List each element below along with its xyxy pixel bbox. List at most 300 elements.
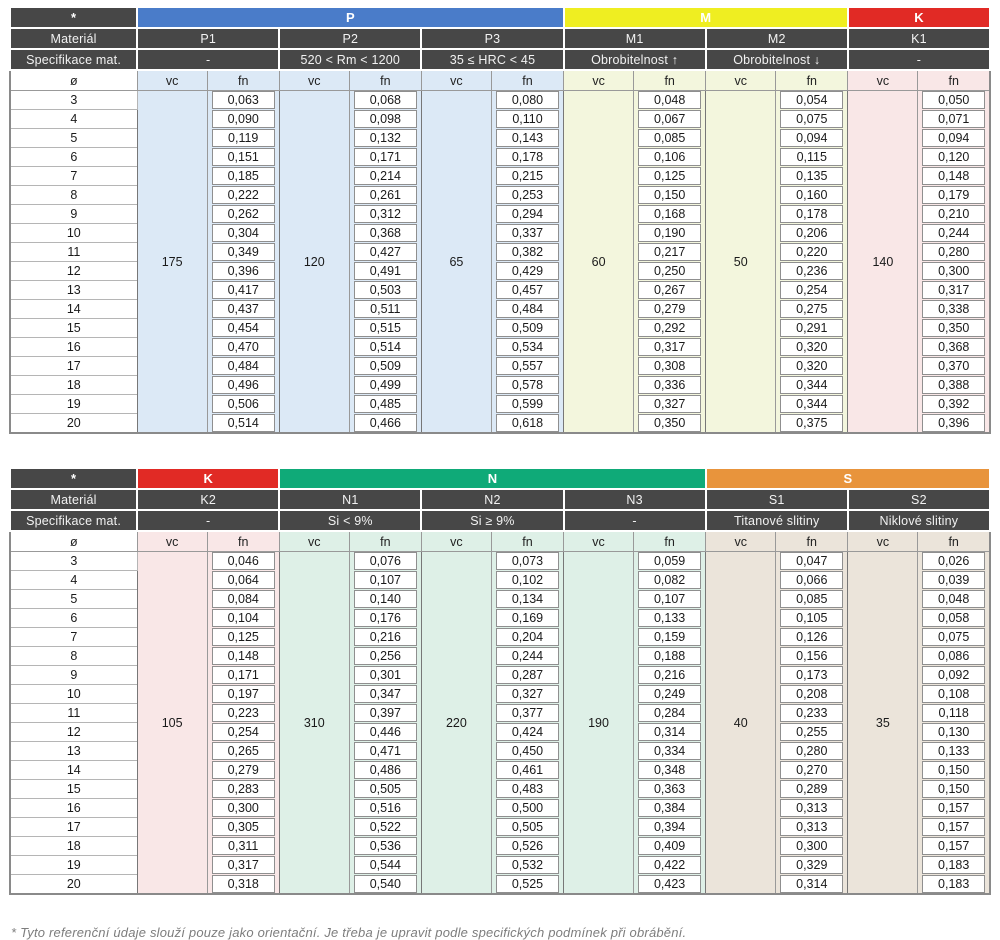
- diameter-cell: 4: [10, 110, 137, 129]
- fn-cell-N2: [491, 704, 563, 723]
- vc-cell-N3: 190: [564, 552, 634, 895]
- fn-cell-N2: [491, 856, 563, 875]
- fn-value: 0,417: [212, 281, 275, 299]
- fn-cell-P3: [491, 186, 563, 205]
- fn-cell-N2: [491, 780, 563, 799]
- fn-value: 0,132: [354, 129, 417, 147]
- fn-cell-N3: [634, 628, 706, 647]
- fn-cell-S1: [776, 837, 848, 856]
- fn-value: 0,397: [354, 704, 417, 722]
- fn-cell-S2: [918, 552, 990, 571]
- fn-cell-S2: [918, 666, 990, 685]
- fn-cell-N3: [634, 552, 706, 571]
- fn-cell-S1: [776, 818, 848, 837]
- fn-cell-K2: [207, 875, 279, 895]
- diameter-cell: 15: [10, 319, 137, 338]
- fn-value: 0,250: [638, 262, 701, 280]
- fn-cell-P2: [349, 110, 421, 129]
- vc-cell-N1: 310: [279, 552, 349, 895]
- fn-cell-S2: [918, 856, 990, 875]
- fn-value: 0,292: [638, 319, 701, 337]
- fn-cell-M1: [634, 395, 706, 414]
- vc-header-N3: vc: [564, 531, 634, 552]
- fn-value: 0,148: [922, 167, 985, 185]
- fn-value: 0,500: [496, 799, 559, 817]
- fn-cell-P3: [491, 414, 563, 434]
- fn-value: 0,210: [922, 205, 985, 223]
- vc-cell-S1: 40: [706, 552, 776, 895]
- fn-value: 0,363: [638, 780, 701, 798]
- fn-value: 0,106: [638, 148, 701, 166]
- fn-value: 0,427: [354, 243, 417, 261]
- group-header-K: K: [848, 7, 990, 28]
- fn-value: 0,120: [922, 148, 985, 166]
- fn-value: 0,204: [496, 628, 559, 646]
- fn-cell-K2: [207, 590, 279, 609]
- vc-header-S2: vc: [848, 531, 918, 552]
- fn-cell-P3: [491, 243, 563, 262]
- fn-cell-S2: [918, 723, 990, 742]
- fn-value: 0,317: [638, 338, 701, 356]
- fn-cell-N1: [349, 875, 421, 895]
- diameter-cell: 13: [10, 281, 137, 300]
- spec-P1: -: [137, 49, 279, 70]
- fn-cell-N2: [491, 723, 563, 742]
- fn-cell-N1: [349, 742, 421, 761]
- fn-cell-P3: [491, 205, 563, 224]
- fn-cell-S2: [918, 704, 990, 723]
- fn-cell-N2: [491, 818, 563, 837]
- fn-value: 0,126: [780, 628, 843, 646]
- fn-value: 0,505: [354, 780, 417, 798]
- fn-value: 0,536: [354, 837, 417, 855]
- fn-value: 0,578: [496, 376, 559, 394]
- fn-value: 0,287: [496, 666, 559, 684]
- group-header-M: M: [564, 7, 848, 28]
- fn-value: 0,214: [354, 167, 417, 185]
- fn-cell-S2: [918, 628, 990, 647]
- fn-value: 0,159: [638, 628, 701, 646]
- fn-value: 0,216: [354, 628, 417, 646]
- fn-cell-K1: [918, 186, 990, 205]
- spec-S2: Niklové slitiny: [848, 510, 990, 531]
- fn-cell-P1: [207, 262, 279, 281]
- fn-cell-K2: [207, 742, 279, 761]
- group-header-K: K: [137, 468, 279, 489]
- fn-cell-P1: [207, 357, 279, 376]
- fn-value: 0,396: [212, 262, 275, 280]
- fn-value: 0,236: [780, 262, 843, 280]
- fn-value: 0,457: [496, 281, 559, 299]
- fn-cell-K1: [918, 281, 990, 300]
- fn-cell-N2: [491, 742, 563, 761]
- fn-cell-M1: [634, 281, 706, 300]
- fn-value: 0,384: [638, 799, 701, 817]
- fn-value: 0,075: [922, 628, 985, 646]
- vc-header-K1: vc: [848, 70, 918, 91]
- fn-cell-K2: [207, 723, 279, 742]
- fn-value: 0,253: [496, 186, 559, 204]
- fn-value: 0,300: [922, 262, 985, 280]
- fn-cell-S1: [776, 799, 848, 818]
- material-header-S1: S1: [706, 489, 848, 510]
- fn-cell-N2: [491, 628, 563, 647]
- fn-value: 0,466: [354, 414, 417, 432]
- fn-cell-M2: [776, 167, 848, 186]
- fn-value: 0,484: [212, 357, 275, 375]
- fn-cell-K2: [207, 837, 279, 856]
- fn-value: 0,503: [354, 281, 417, 299]
- fn-cell-N3: [634, 685, 706, 704]
- fn-cell-P1: [207, 376, 279, 395]
- fn-header-N1: fn: [349, 531, 421, 552]
- fn-value: 0,059: [638, 552, 701, 570]
- fn-value: 0,394: [638, 818, 701, 836]
- fn-value: 0,461: [496, 761, 559, 779]
- fn-cell-K1: [918, 338, 990, 357]
- fn-value: 0,047: [780, 552, 843, 570]
- fn-value: 0,375: [780, 414, 843, 432]
- spec-S1: Titanové slitiny: [706, 510, 848, 531]
- fn-cell-P2: [349, 357, 421, 376]
- fn-cell-P2: [349, 224, 421, 243]
- fn-value: 0,183: [922, 875, 985, 893]
- fn-value: 0,344: [780, 395, 843, 413]
- fn-value: 0,254: [212, 723, 275, 741]
- fn-cell-N3: [634, 666, 706, 685]
- fn-value: 0,150: [922, 761, 985, 779]
- fn-cell-S1: [776, 685, 848, 704]
- spec-N1: Si < 9%: [279, 510, 421, 531]
- diameter-cell: 3: [10, 552, 137, 571]
- fn-cell-N3: [634, 780, 706, 799]
- fn-cell-K2: [207, 818, 279, 837]
- fn-cell-P2: [349, 414, 421, 434]
- fn-cell-N3: [634, 799, 706, 818]
- fn-cell-N3: [634, 856, 706, 875]
- fn-cell-S1: [776, 856, 848, 875]
- fn-value: 0,156: [780, 647, 843, 665]
- vc-cell-P1: 175: [137, 91, 207, 434]
- data-row: [10, 91, 990, 110]
- fn-value: 0,318: [212, 875, 275, 893]
- diameter-header: ø: [10, 70, 137, 91]
- fn-value: 0,308: [638, 357, 701, 375]
- spec-M2: Obrobitelnost ↓: [706, 49, 848, 70]
- fn-value: 0,544: [354, 856, 417, 874]
- diameter-cell: 10: [10, 685, 137, 704]
- fn-value: 0,509: [354, 357, 417, 375]
- asterisk-header-cell: *: [10, 7, 137, 28]
- fn-value: 0,284: [638, 704, 701, 722]
- fn-value: 0,275: [780, 300, 843, 318]
- fn-value: 0,176: [354, 609, 417, 627]
- fn-cell-M1: [634, 129, 706, 148]
- fn-cell-K2: [207, 799, 279, 818]
- fn-value: 0,327: [638, 395, 701, 413]
- vc-header-P3: vc: [421, 70, 491, 91]
- fn-value: 0,150: [922, 780, 985, 798]
- material-header-N2: N2: [421, 489, 563, 510]
- fn-value: 0,320: [780, 338, 843, 356]
- fn-cell-N3: [634, 761, 706, 780]
- fn-cell-S1: [776, 761, 848, 780]
- fn-value: 0,134: [496, 590, 559, 608]
- material-row-label: Materiál: [10, 28, 137, 49]
- fn-value: 0,233: [780, 704, 843, 722]
- fn-cell-N3: [634, 818, 706, 837]
- fn-cell-S1: [776, 704, 848, 723]
- material-header-M1: M1: [564, 28, 706, 49]
- fn-cell-P1: [207, 300, 279, 319]
- asterisk-header-cell: *: [10, 468, 137, 489]
- fn-value: 0,178: [496, 148, 559, 166]
- diameter-cell: 5: [10, 129, 137, 148]
- fn-value: 0,300: [212, 799, 275, 817]
- spec-row-label: Specifikace mat.: [10, 510, 137, 531]
- fn-cell-P1: [207, 319, 279, 338]
- fn-cell-S1: [776, 552, 848, 571]
- fn-cell-P3: [491, 262, 563, 281]
- data-row: [10, 552, 990, 571]
- fn-cell-S1: [776, 571, 848, 590]
- fn-cell-P3: [491, 300, 563, 319]
- fn-cell-K1: [918, 357, 990, 376]
- fn-value: 0,337: [496, 224, 559, 242]
- fn-value: 0,094: [780, 129, 843, 147]
- fn-header-N3: fn: [634, 531, 706, 552]
- fn-value: 0,082: [638, 571, 701, 589]
- fn-cell-P2: [349, 262, 421, 281]
- fn-cell-N3: [634, 590, 706, 609]
- fn-cell-M1: [634, 319, 706, 338]
- vc-cell-P2: 120: [279, 91, 349, 434]
- fn-value: 0,244: [496, 647, 559, 665]
- vc-cell-N2: 220: [421, 552, 491, 895]
- fn-cell-K1: [918, 224, 990, 243]
- material-row-label: Materiál: [10, 489, 137, 510]
- fn-cell-P1: [207, 338, 279, 357]
- fn-cell-N2: [491, 799, 563, 818]
- fn-value: 0,107: [354, 571, 417, 589]
- fn-cell-S2: [918, 875, 990, 895]
- fn-cell-N1: [349, 704, 421, 723]
- fn-value: 0,334: [638, 742, 701, 760]
- diameter-cell: 5: [10, 590, 137, 609]
- fn-cell-S2: [918, 742, 990, 761]
- fn-value: 0,454: [212, 319, 275, 337]
- fn-value: 0,516: [354, 799, 417, 817]
- fn-value: 0,039: [922, 571, 985, 589]
- fn-value: 0,148: [212, 647, 275, 665]
- spec-M1: Obrobitelnost ↑: [564, 49, 706, 70]
- fn-cell-M1: [634, 205, 706, 224]
- fn-cell-P1: [207, 414, 279, 434]
- fn-cell-P3: [491, 395, 563, 414]
- fn-cell-P3: [491, 110, 563, 129]
- fn-value: 0,157: [922, 837, 985, 855]
- diameter-cell: 11: [10, 243, 137, 262]
- fn-value: 0,312: [354, 205, 417, 223]
- vc-header-N2: vc: [421, 531, 491, 552]
- fn-value: 0,157: [922, 799, 985, 817]
- fn-header-M2: fn: [776, 70, 848, 91]
- fn-cell-M1: [634, 300, 706, 319]
- fn-value: 0,133: [638, 609, 701, 627]
- fn-value: 0,173: [780, 666, 843, 684]
- fn-value: 0,171: [354, 148, 417, 166]
- fn-cell-N2: [491, 609, 563, 628]
- fn-value: 0,098: [354, 110, 417, 128]
- fn-cell-M2: [776, 376, 848, 395]
- fn-value: 0,344: [780, 376, 843, 394]
- footnote: * Tyto referenční údaje slouží pouze jako orientační. Je třeba je upravit podle specifických podmínek při obrábění.: [11, 925, 687, 940]
- fn-cell-M2: [776, 91, 848, 110]
- fn-cell-K1: [918, 205, 990, 224]
- fn-cell-M2: [776, 148, 848, 167]
- fn-value: 0,046: [212, 552, 275, 570]
- fn-value: 0,370: [922, 357, 985, 375]
- fn-value: 0,073: [496, 552, 559, 570]
- fn-cell-S2: [918, 780, 990, 799]
- fn-value: 0,108: [922, 685, 985, 703]
- fn-value: 0,301: [354, 666, 417, 684]
- fn-value: 0,160: [780, 186, 843, 204]
- fn-value: 0,183: [922, 856, 985, 874]
- fn-cell-N3: [634, 647, 706, 666]
- fn-value: 0,168: [638, 205, 701, 223]
- fn-value: 0,294: [496, 205, 559, 223]
- fn-value: 0,254: [780, 281, 843, 299]
- fn-cell-K1: [918, 167, 990, 186]
- fn-value: 0,505: [496, 818, 559, 836]
- fn-cell-M1: [634, 262, 706, 281]
- fn-value: 0,471: [354, 742, 417, 760]
- fn-cell-N1: [349, 837, 421, 856]
- fn-value: 0,392: [922, 395, 985, 413]
- fn-header-P2: fn: [349, 70, 421, 91]
- fn-value: 0,317: [922, 281, 985, 299]
- fn-value: 0,514: [212, 414, 275, 432]
- fn-value: 0,190: [638, 224, 701, 242]
- fn-cell-S1: [776, 723, 848, 742]
- fn-value: 0,064: [212, 571, 275, 589]
- fn-value: 0,599: [496, 395, 559, 413]
- diameter-cell: 7: [10, 628, 137, 647]
- fn-value: 0,317: [212, 856, 275, 874]
- fn-value: 0,249: [638, 685, 701, 703]
- diameter-cell: 8: [10, 647, 137, 666]
- fn-value: 0,515: [354, 319, 417, 337]
- fn-value: 0,118: [922, 704, 985, 722]
- vc-cell-K1: 140: [848, 91, 918, 434]
- fn-cell-N3: [634, 875, 706, 895]
- fn-cell-P1: [207, 91, 279, 110]
- fn-value: 0,185: [212, 167, 275, 185]
- material-header-N1: N1: [279, 489, 421, 510]
- fn-cell-P2: [349, 319, 421, 338]
- fn-cell-S1: [776, 742, 848, 761]
- fn-value: 0,090: [212, 110, 275, 128]
- fn-value: 0,424: [496, 723, 559, 741]
- fn-cell-K2: [207, 685, 279, 704]
- fn-value: 0,133: [922, 742, 985, 760]
- fn-value: 0,300: [780, 837, 843, 855]
- vc-header-M1: vc: [564, 70, 634, 91]
- fn-cell-M2: [776, 300, 848, 319]
- fn-cell-N2: [491, 685, 563, 704]
- fn-cell-N1: [349, 552, 421, 571]
- fn-cell-K1: [918, 300, 990, 319]
- fn-cell-K2: [207, 780, 279, 799]
- vc-header-M2: vc: [706, 70, 776, 91]
- fn-value: 0,048: [638, 91, 701, 109]
- fn-cell-P1: [207, 224, 279, 243]
- fn-value: 0,279: [212, 761, 275, 779]
- fn-value: 0,125: [212, 628, 275, 646]
- diameter-cell: 15: [10, 780, 137, 799]
- fn-value: 0,262: [212, 205, 275, 223]
- fn-value: 0,382: [496, 243, 559, 261]
- fn-value: 0,050: [922, 91, 985, 109]
- fn-cell-P1: [207, 281, 279, 300]
- fn-cell-N2: [491, 761, 563, 780]
- diameter-cell: 20: [10, 875, 137, 895]
- fn-value: 0,107: [638, 590, 701, 608]
- fn-value: 0,446: [354, 723, 417, 741]
- fn-value: 0,377: [496, 704, 559, 722]
- fn-cell-M2: [776, 262, 848, 281]
- fn-value: 0,256: [354, 647, 417, 665]
- fn-value: 0,396: [922, 414, 985, 432]
- fn-value: 0,329: [780, 856, 843, 874]
- fn-cell-S1: [776, 590, 848, 609]
- fn-cell-K2: [207, 666, 279, 685]
- fn-cell-N1: [349, 609, 421, 628]
- fn-cell-P2: [349, 395, 421, 414]
- fn-cell-K1: [918, 319, 990, 338]
- fn-value: 0,327: [496, 685, 559, 703]
- fn-value: 0,320: [780, 357, 843, 375]
- fn-value: 0,104: [212, 609, 275, 627]
- fn-cell-N2: [491, 552, 563, 571]
- fn-value: 0,429: [496, 262, 559, 280]
- fn-cell-P1: [207, 243, 279, 262]
- fn-value: 0,313: [780, 818, 843, 836]
- fn-cell-P2: [349, 148, 421, 167]
- fn-value: 0,085: [780, 590, 843, 608]
- fn-cell-N3: [634, 837, 706, 856]
- fn-value: 0,048: [922, 590, 985, 608]
- fn-cell-M2: [776, 338, 848, 357]
- material-header-P3: P3: [421, 28, 563, 49]
- fn-value: 0,509: [496, 319, 559, 337]
- diameter-cell: 12: [10, 723, 137, 742]
- fn-value: 0,119: [212, 129, 275, 147]
- fn-cell-M1: [634, 110, 706, 129]
- diameter-cell: 6: [10, 609, 137, 628]
- fn-cell-N2: [491, 875, 563, 895]
- fn-value: 0,350: [638, 414, 701, 432]
- fn-value: 0,094: [922, 129, 985, 147]
- fn-value: 0,217: [638, 243, 701, 261]
- vc-header-K2: vc: [137, 531, 207, 552]
- fn-cell-S1: [776, 875, 848, 895]
- fn-value: 0,197: [212, 685, 275, 703]
- fn-cell-P1: [207, 148, 279, 167]
- spec-P3: 35 ≤ HRC < 45: [421, 49, 563, 70]
- spec-K1: -: [848, 49, 990, 70]
